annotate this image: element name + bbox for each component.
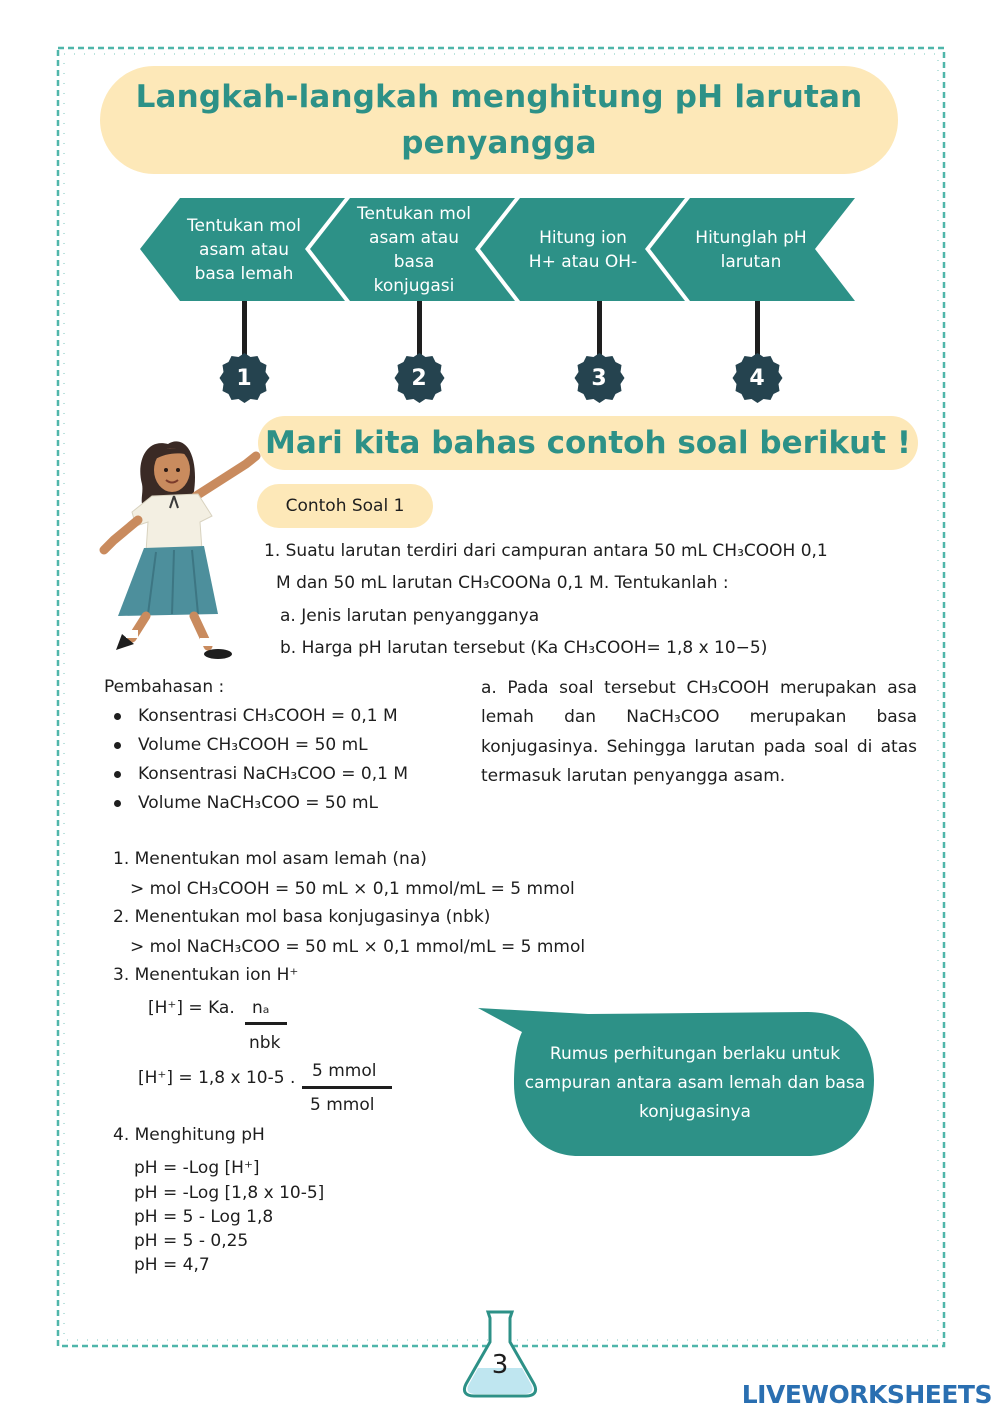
given-item-1: Konsentrasi CH₃COOH = 0,1 M [138,706,398,726]
subtitle: Mari kita bahas contoh soal berikut ! [265,425,911,461]
question-part-a: a. Jenis larutan penyangganya [280,606,540,626]
step-2-number: 2 [411,365,427,391]
step-3-text: Hitung ion H+ atau OH- [528,228,638,272]
page-title: Langkah-langkah menghitung pH larutan penyangga [135,79,863,161]
step-2-text: Tentukan mol asam atau basa konjugasi [357,204,471,296]
question-line-1: 1. Suatu larutan terdiri dari campuran antara 50 mL CH₃COOH 0,1 [264,541,828,561]
calc-numerator: 5 mmol [312,1061,377,1081]
bubble-text: Rumus perhitungan berlaku untuk campuran antara asam lemah dan basa konjugasinya [524,1044,866,1122]
page-number: 3 [491,1350,509,1380]
step-4-text: Hitunglah pH larutan [695,228,807,272]
calc-denominator: 5 mmol [310,1095,375,1115]
formula-fraction-bar [245,1022,287,1025]
calc-left: [H⁺] = 1,8 x 10-5 . [138,1068,296,1088]
step-detail-1: 1. Menentukan mol asam lemah (na) [113,849,427,869]
ph-line-5: pH = 4,7 [134,1255,210,1275]
subtitle-banner [258,416,918,470]
step-detail-3: 3. Menentukan ion H⁺ [113,965,299,985]
question-line-2: M dan 50 mL larutan CH₃COONa 0,1 M. Tentukanlah : [276,573,729,593]
answer-a-paragraph: a. Pada soal tersebut CH₃COOH merupakan asa lemah dan NaCH₃COO merupakan basa konjugasinya. Sehingga larutan pada soal di atas termasuk larutan penyangga asam. [481,678,917,786]
liveworksheets-logo: LIVEWORKSHEETS [741,1380,992,1409]
given-item-3: Konsentrasi NaCH₃COO = 0,1 M [138,764,409,784]
bullet [114,742,121,749]
step-4-number: 4 [749,365,765,391]
step-1-text: Tentukan mol asam atau basa lemah [187,216,301,284]
title-banner [100,66,898,174]
ph-line-4: pH = 5 - 0,25 [134,1231,249,1251]
step-detail-4: 4. Menghitung pH [113,1125,265,1145]
ph-line-2: pH = -Log [1,8 x 10-5] [134,1183,325,1203]
formula-denominator: nbk [249,1033,281,1053]
example-label: Contoh Soal 1 [257,484,433,528]
ph-line-3: pH = 5 - Log 1,8 [134,1207,274,1227]
bullet [114,800,121,807]
question-part-b: b. Harga pH larutan tersebut (Ka CH₃COOH= 1,8 x 10−5) [280,638,768,658]
calc-fraction-bar [302,1086,392,1089]
step-1-number: 1 [236,365,252,391]
given-item-2: Volume CH₃COOH = 50 mL [138,735,368,755]
ph-line-1: pH = -Log [H⁺] [134,1158,260,1178]
step-3-number: 3 [591,365,607,391]
given-item-4: Volume NaCH₃COO = 50 mL [138,793,378,813]
formula-left: [H⁺] = Ka. [148,998,235,1018]
formula-numerator: nₐ [252,998,270,1018]
step-detail-2-calc: > mol NaCH₃COO = 50 mL × 0,1 mmol/mL = 5 mmol [130,937,586,957]
girl-illustration [96,432,266,664]
step-detail-2: 2. Menentukan mol basa konjugasinya (nbk) [113,907,491,927]
pembahasan-heading: Pembahasan : [104,677,225,697]
step-detail-1-calc: > mol CH₃COOH = 50 mL × 0,1 mmol/mL = 5 mmol [130,879,575,899]
bullet [114,713,121,720]
bullet [114,771,121,778]
